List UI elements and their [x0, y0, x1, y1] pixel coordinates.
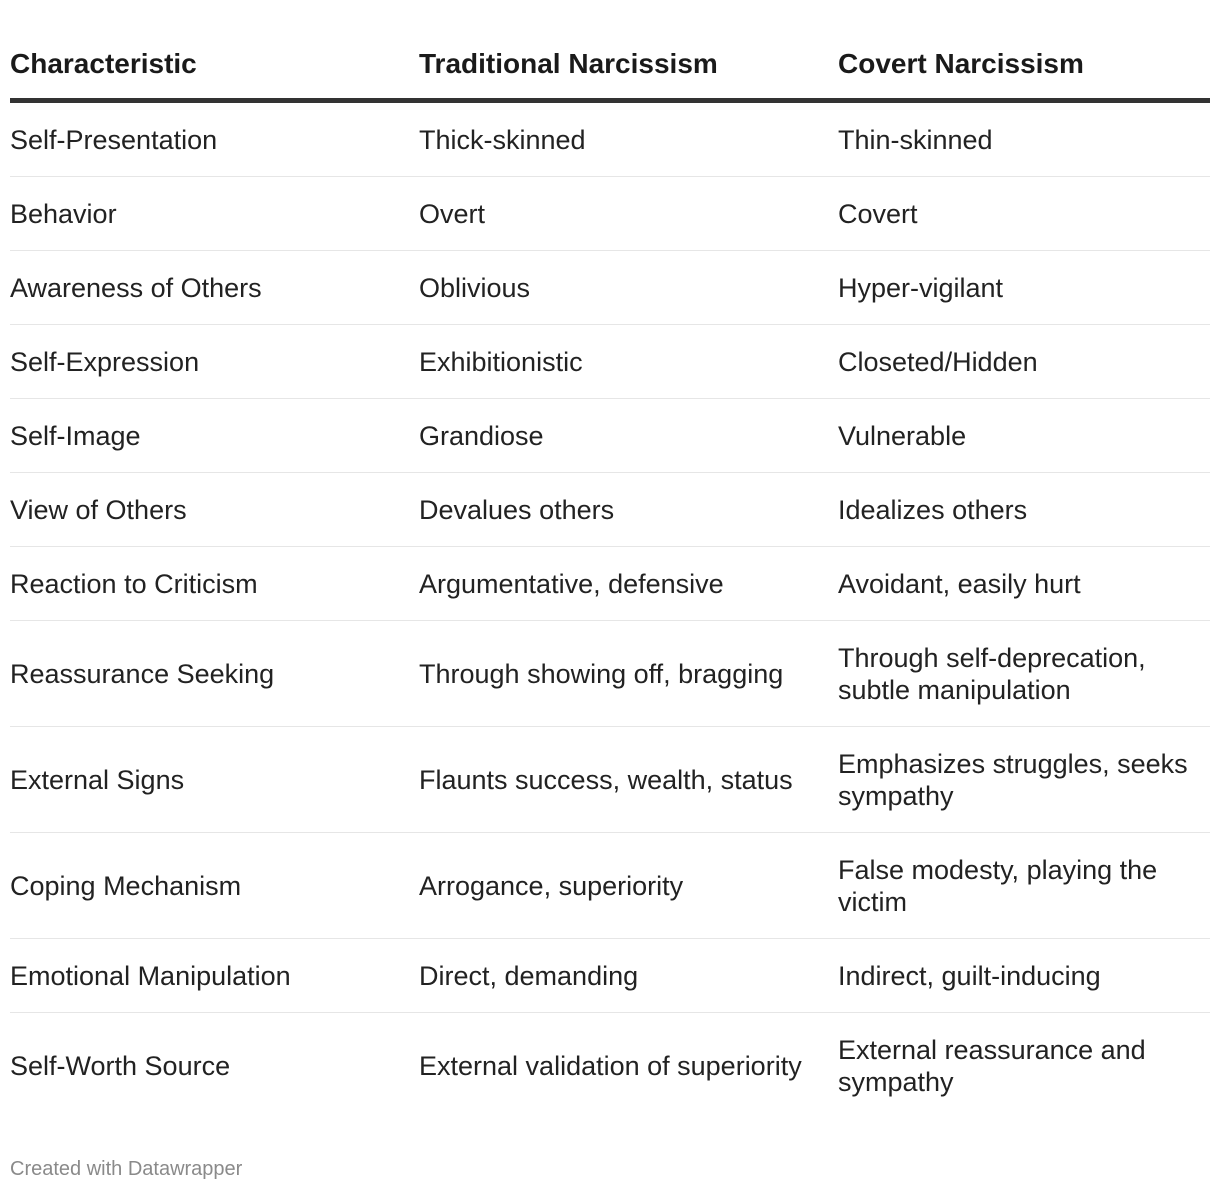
table-cell: Through showing off, bragging	[419, 658, 784, 689]
column-header: Covert Narcissism	[838, 48, 1084, 79]
table-cell: Emotional Manipulation	[10, 960, 291, 991]
column-header: Characteristic	[10, 48, 197, 79]
table-row	[10, 473, 1210, 547]
table-cell: Oblivious	[419, 272, 531, 303]
table-cell: Grandiose	[419, 420, 544, 451]
table-row	[10, 177, 1210, 251]
table-cell: Coping Mechanism	[10, 870, 242, 901]
table-cell: Behavior	[10, 198, 117, 229]
table-cell: Awareness of Others	[10, 272, 262, 303]
table-cell: External reassurance and sympathy	[838, 1035, 1146, 1097]
table-cell: Idealizes others	[838, 494, 1028, 525]
table-cell: Reassurance Seeking	[10, 658, 275, 689]
table-cell: Thin-skinned	[838, 124, 993, 155]
table-cell: External validation of superiority	[419, 1051, 802, 1081]
table-cell: Self-Worth Source	[10, 1051, 231, 1081]
table-cell: Through self-deprecation, subtle manipulation	[838, 642, 1146, 705]
table-cell: Argumentative, defensive	[419, 568, 724, 599]
table-row	[10, 547, 1210, 621]
table-cell: Hyper-vigilant	[838, 272, 1004, 303]
table-cell: Self-Image	[10, 420, 141, 451]
table-row	[10, 251, 1210, 325]
table-cell: Flaunts success, wealth, status	[419, 764, 793, 795]
table-cell: External Signs	[10, 764, 185, 795]
table-cell: Overt	[419, 198, 486, 229]
datawrapper-credit[interactable]: Created with Datawrapper	[10, 1158, 243, 1180]
table-cell: Devalues others	[419, 494, 615, 525]
table-row	[10, 399, 1210, 473]
table-header-row	[10, 0, 1210, 103]
table-row	[10, 727, 1210, 833]
table-row	[10, 325, 1210, 399]
column-header: Traditional Narcissism	[419, 48, 718, 79]
table-cell: Closeted/Hidden	[838, 346, 1038, 377]
table-cell: Direct, demanding	[419, 960, 639, 991]
table-cell: False modesty, playing the victim	[838, 854, 1158, 917]
table-cell: Vulnerable	[838, 420, 967, 451]
table-cell: Thick-skinned	[419, 124, 586, 155]
table-row	[10, 1013, 1210, 1119]
table-row	[10, 939, 1210, 1013]
table-row	[10, 833, 1210, 939]
table-cell: Exhibitionistic	[419, 346, 583, 377]
table-cell: Self-Presentation	[10, 124, 218, 155]
table-cell: Indirect, guilt-inducing	[838, 960, 1101, 991]
table-cell: Covert	[838, 198, 918, 229]
table-cell: Avoidant, easily hurt	[838, 568, 1081, 599]
table-cell: Arrogance, superiority	[419, 870, 684, 901]
table-cell: Reaction to Criticism	[10, 568, 258, 599]
table-cell: Emphasizes struggles, seeks sympathy	[838, 748, 1188, 811]
table-cell: Self-Expression	[10, 346, 200, 377]
comparison-table	[10, 0, 1210, 1119]
table-cell: View of Others	[10, 494, 187, 525]
table-row	[10, 621, 1210, 727]
table-row	[10, 103, 1210, 177]
